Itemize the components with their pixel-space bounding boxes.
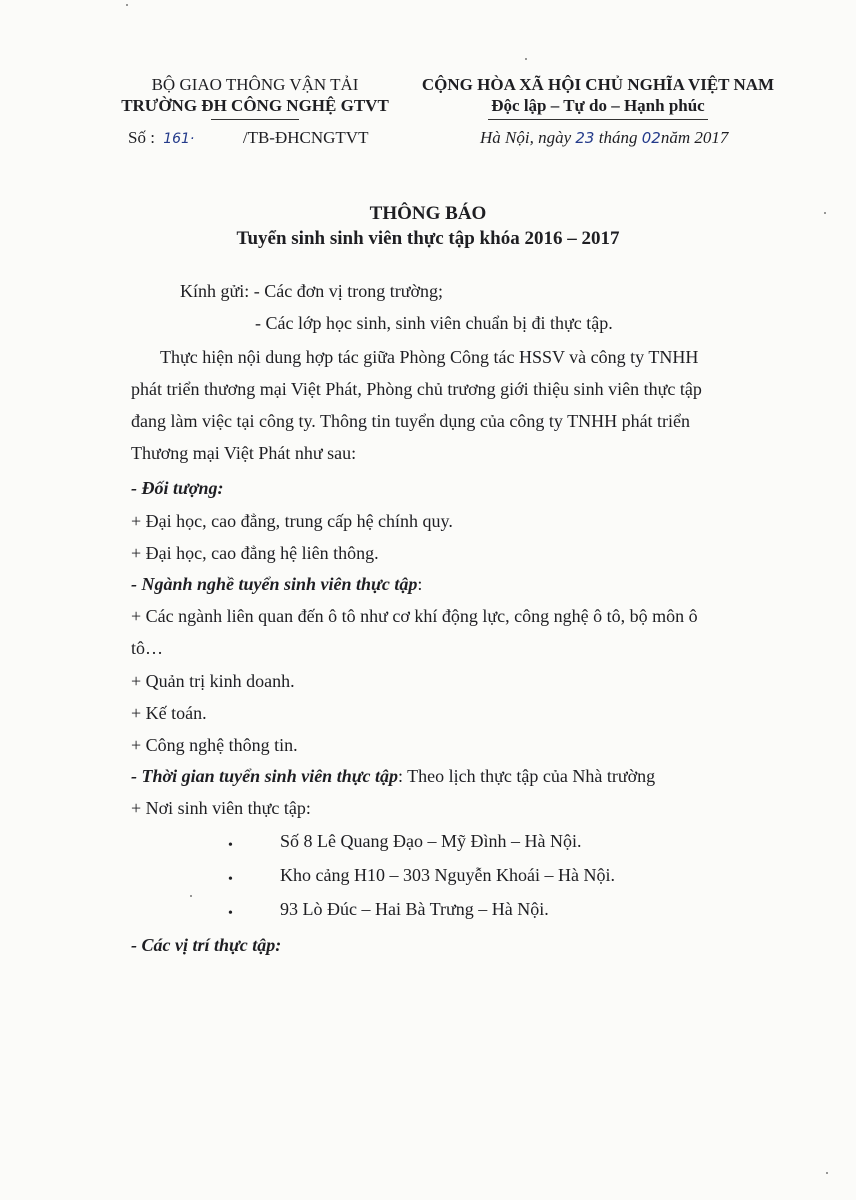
national-header (418, 74, 778, 120)
nganh-nghe-item-1: + Các ngành liên quan đến ô tô như cơ khí động lực, công nghệ ô tô, bộ môn ô (131, 606, 698, 626)
intro-line-2: phát triển thương mại Việt Phát, Phòng chủ trương giới thiệu sinh viên thực tập (131, 379, 702, 399)
thoi-gian-heading: - Thời gian tuyển sinh viên thực tập (131, 766, 398, 786)
recipients-line-1 (180, 280, 443, 302)
date-month: 02 (641, 129, 661, 147)
intro-line-1: Thực hiện nội dung hợp tác giữa Phòng Công tác HSSV và công ty TNHH (160, 347, 699, 367)
recipient-second: - Các lớp học sinh, sinh viên chuẩn bị đi thực tập. (255, 313, 613, 333)
intro-line-4: Thương mại Việt Phát như sau: (131, 443, 357, 463)
doc-number-suffix: /TB-ĐHCNGTVT (242, 128, 369, 147)
noi-thuc-tap-label: + Nơi sinh viên thực tập: (131, 798, 311, 818)
ministry-name: BỘ GIAO THÔNG VẬN TẢI (151, 75, 359, 94)
nganh-nghe-item-4: + Công nghệ thông tin. (131, 735, 298, 755)
issuer-underline (211, 119, 299, 120)
recipients-label: Kính gửi: (180, 281, 250, 301)
nganh-nghe-item-2: + Quản trị kinh doanh. (131, 671, 295, 691)
scan-speck (525, 58, 527, 60)
issuer-block (110, 74, 400, 120)
scan-speck (826, 1172, 828, 1174)
document-title: THÔNG BÁO (369, 203, 487, 224)
intro-line-3: đang làm việc tại công ty. Thông tin tuyển dụng của công ty TNHH phát triển (131, 411, 691, 431)
nation-name: CỘNG HÒA XÃ HỘI CHỦ NGHĨA VIỆT NAM (421, 75, 775, 94)
section-heading-vi-tri: - Các vị trí thực tập: (131, 935, 282, 955)
scan-speck (824, 212, 826, 214)
section-thoi-gian (131, 765, 655, 787)
nganh-nghe-heading-text: - Ngành nghề tuyển sinh viên thực tập (131, 574, 418, 594)
motto-underline (488, 119, 708, 120)
date-month-label: tháng (598, 128, 638, 147)
place-item-1: Số 8 Lê Quang Đạo – Mỹ Đình – Hà Nội. (280, 831, 582, 851)
doi-tuong-item-1: + Đại học, cao đẳng, trung cấp hệ chính quy. (131, 511, 453, 531)
place-item-2: Kho cảng H10 – 303 Nguyễn Khoái – Hà Nội. (280, 865, 615, 885)
section-heading-doi-tuong: - Đối tượng: (131, 478, 224, 498)
section-heading-nganh-nghe (131, 573, 422, 595)
doc-number-handwritten: 161· (163, 131, 195, 147)
place-item-3: 93 Lò Đúc – Hai Bà Trưng – Hà Nội. (280, 899, 549, 919)
date-year: năm 2017 (660, 128, 729, 147)
national-motto: Độc lập – Tự do – Hạnh phúc (491, 96, 705, 115)
bullet-icon: • (228, 872, 233, 887)
nganh-nghe-item-3: + Kế toán. (131, 703, 207, 723)
nganh-nghe-item-1-cont: tô… (131, 638, 164, 658)
recipient-first: - Các đơn vị trong trường; (253, 281, 444, 301)
thoi-gian-text: : Theo lịch thực tập của Nhà trường (397, 766, 656, 786)
bullet-icon: • (228, 838, 233, 853)
document-date (480, 128, 728, 148)
doc-number-prefix: Số : (128, 128, 155, 147)
document-subtitle: Tuyển sinh sinh viên thực tập khóa 2016 – 2017 (236, 228, 620, 249)
document-number (128, 128, 368, 148)
date-day: 23 (575, 129, 595, 147)
bullet-icon: • (228, 906, 233, 921)
scan-speck (126, 4, 128, 6)
scan-speck (190, 895, 192, 897)
school-name: TRƯỜNG ĐH CÔNG NGHỆ GTVT (121, 96, 389, 115)
nganh-nghe-heading-tail: : (417, 574, 423, 594)
date-prefix: Hà Nội, ngày (480, 128, 572, 147)
doi-tuong-item-2: + Đại học, cao đẳng hệ liên thông. (131, 543, 379, 563)
